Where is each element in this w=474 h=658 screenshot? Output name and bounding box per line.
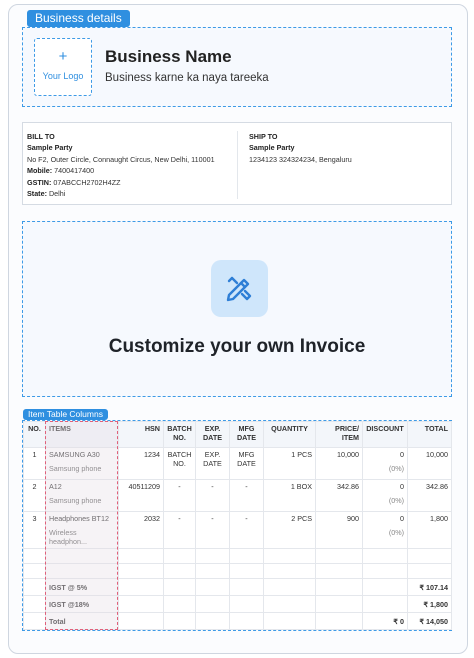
business-details-section[interactable]	[22, 27, 452, 107]
pencil-ruler-icon	[211, 260, 268, 317]
tax-row	[24, 579, 452, 596]
tax-row	[24, 596, 452, 613]
business-name: Business Name	[105, 47, 232, 66]
item-cell	[46, 448, 119, 480]
column-header[interactable]: QUANTITY	[264, 422, 316, 448]
business-details-tag: Business details	[27, 10, 130, 27]
bill-to-gstin: GSTIN: 07ABCCH2702H4ZZ	[27, 177, 121, 187]
customize-invoice-section[interactable]	[22, 221, 452, 397]
hsn-cell: 2032	[119, 512, 164, 549]
column-header[interactable]: HSN	[119, 422, 164, 448]
ship-to-block	[249, 131, 449, 165]
logo-placeholder-label: Your Logo	[42, 71, 84, 81]
table-header-row	[24, 422, 452, 448]
item-description: Samsung phone	[49, 464, 102, 473]
total-discount: ₹ 0	[363, 613, 408, 630]
items-table	[23, 421, 452, 630]
column-header[interactable]: ITEMS	[46, 422, 119, 448]
item-name: A12	[49, 482, 62, 491]
discount-percent: (0%)	[388, 496, 404, 505]
item-name: Headphones BT12	[49, 514, 109, 523]
customize-title: Customize your own Invoice	[108, 336, 366, 357]
column-header[interactable]: BATCH NO.	[164, 422, 196, 448]
discount-cell: 0 (0%)	[363, 448, 408, 480]
exp-date-cell: -	[196, 512, 230, 549]
discount-cell: 0 (0%)	[363, 480, 408, 512]
table-row	[24, 512, 452, 549]
discount-percent: (0%)	[388, 464, 404, 473]
item-cell	[46, 480, 119, 512]
column-header[interactable]: TOTAL	[408, 422, 452, 448]
item-table-section[interactable]	[22, 420, 452, 631]
column-header[interactable]: MFG DATE	[230, 422, 264, 448]
total-cell: 1,800	[408, 512, 452, 549]
batch-cell: -	[164, 512, 196, 549]
empty-row	[24, 564, 452, 579]
mfg-date-cell: MFG DATE	[230, 448, 264, 480]
batch-cell: -	[164, 480, 196, 512]
price-cell: 342.86	[316, 480, 363, 512]
hsn-cell: 1234	[119, 448, 164, 480]
item-name: SAMSUNG A30	[49, 450, 100, 459]
party-divider	[237, 131, 238, 199]
item-cell	[46, 512, 119, 549]
bill-to-block	[27, 131, 237, 199]
price-cell: 10,000	[316, 448, 363, 480]
mfg-date-cell: -	[230, 512, 264, 549]
column-header[interactable]: NO.	[24, 422, 46, 448]
column-header[interactable]: EXP. DATE	[196, 422, 230, 448]
quantity-cell: 1 PCS	[264, 448, 316, 480]
empty-row	[24, 549, 452, 564]
batch-cell: BATCH NO.	[164, 448, 196, 480]
tax-amount: ₹ 107.14	[408, 579, 452, 596]
hsn-cell: 40511209	[119, 480, 164, 512]
tax-label: IGST @18%	[46, 596, 119, 613]
bill-to-name: Sample Party	[27, 143, 73, 153]
plus-icon: +	[58, 48, 68, 65]
quantity-cell: 1 BOX	[264, 480, 316, 512]
bill-to-state: State: Delhi	[27, 189, 66, 199]
column-header[interactable]: DISCOUNT	[363, 422, 408, 448]
bill-to-heading: BILL TO	[27, 132, 55, 141]
column-header[interactable]: PRICE/ ITEM	[316, 422, 363, 448]
mfg-date-cell: -	[230, 480, 264, 512]
item-description: Samsung phone	[49, 496, 102, 505]
total-row	[24, 613, 452, 630]
row-number: 3	[24, 512, 46, 549]
business-tagline: Business karne ka naya tareeka	[105, 72, 269, 84]
exp-date-cell: EXP. DATE	[196, 448, 230, 480]
ship-to-heading: SHIP TO	[249, 132, 278, 141]
total-label: Total	[46, 613, 119, 630]
bill-to-address: No F2, Outer Circle, Connaught Circus, New Delhi, 110001	[27, 154, 215, 164]
ship-to-address: 1234123 324324234, Bengaluru	[249, 154, 352, 164]
grand-total: ₹ 14,050	[408, 613, 452, 630]
exp-date-cell: -	[196, 480, 230, 512]
party-details	[22, 122, 452, 205]
row-number: 2	[24, 480, 46, 512]
price-cell: 900	[316, 512, 363, 549]
logo-upload[interactable]	[34, 38, 92, 96]
quantity-cell: 2 PCS	[264, 512, 316, 549]
total-cell: 10,000	[408, 448, 452, 480]
row-number: 1	[24, 448, 46, 480]
table-row	[24, 480, 452, 512]
table-row	[24, 448, 452, 480]
discount-percent: (0%)	[388, 528, 404, 537]
item-description: Wireless headphon...	[49, 528, 87, 546]
ship-to-name: Sample Party	[249, 143, 295, 153]
tax-amount: ₹ 1,800	[408, 596, 452, 613]
discount-cell: 0 (0%)	[363, 512, 408, 549]
tax-label: IGST @ 5%	[46, 579, 119, 596]
total-cell: 342.86	[408, 480, 452, 512]
bill-to-mobile: Mobile: 7400417400	[27, 166, 95, 176]
item-table-columns-tag: Item Table Columns	[23, 409, 108, 420]
